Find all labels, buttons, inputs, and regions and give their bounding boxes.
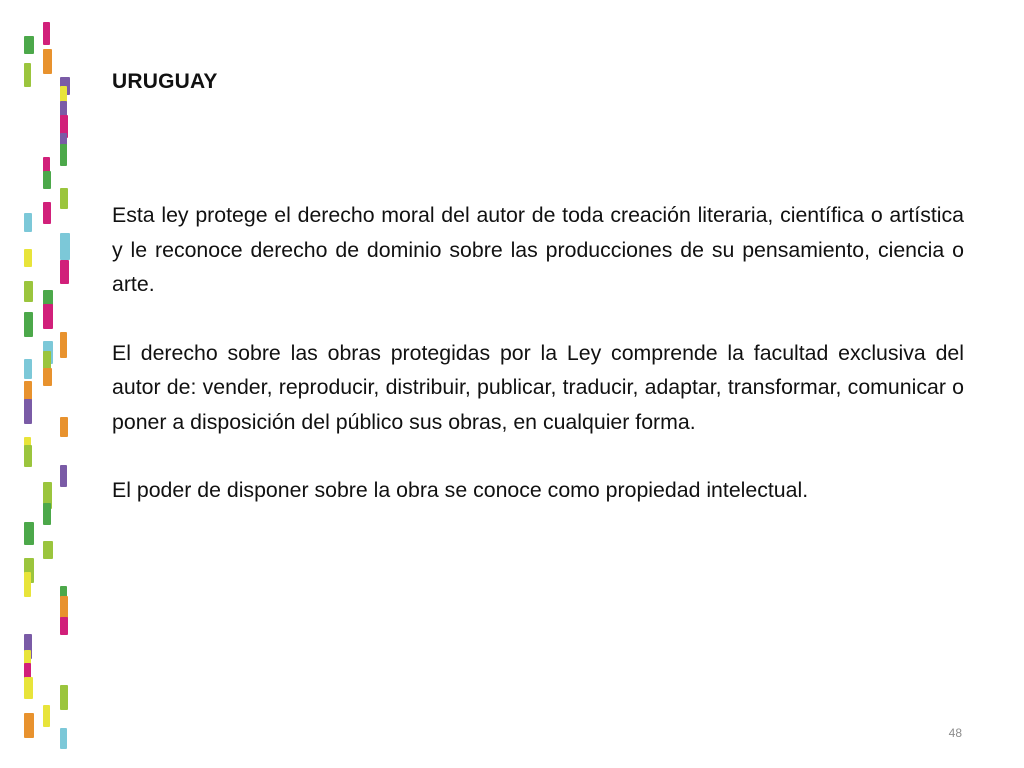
decorative-tile [43,304,53,329]
decorative-tile [24,63,31,87]
decorative-tile [60,260,69,284]
decorative-tile [43,49,52,74]
decorative-tile [24,312,33,337]
decorative-tile [24,281,33,302]
decorative-tile [60,596,68,619]
decorative-tile [24,359,32,379]
decorative-tile-strip [22,22,74,742]
decorative-tile [60,417,68,437]
decorative-tile [24,713,34,738]
decorative-tile [43,171,51,189]
body-paragraph: El derecho sobre las obras protegidas por la Ley comprende la facultad exclusiva del autor de: vender, reproducir, distribuir, publicar, traducir, adaptar, transformar, comunicar o poner a disposición del público sus obras, en cualquier forma. [112,340,964,434]
decorative-tile [43,351,51,369]
decorative-tile [24,36,34,54]
decorative-tile [43,368,52,386]
decorative-tile [24,399,32,424]
decorative-tile [24,522,34,545]
decorative-tile [60,144,67,166]
slide-title: URUGUAY [112,70,218,93]
decorative-tile [24,249,32,267]
decorative-tile [60,233,70,260]
decorative-tile [60,188,68,209]
decorative-tile [24,572,31,597]
decorative-tile [60,465,67,487]
decorative-tile [43,705,50,727]
decorative-tile [43,503,51,525]
decorative-tile [60,617,68,635]
body-paragraph: Esta ley protege el derecho moral del autor de toda creación literaria, científica o artística y le reconoce derecho de dominio sobre las producciones de su pensamiento, ciencia o arte. [112,203,964,296]
decorative-tile [24,213,32,232]
decorative-tile [24,445,32,467]
page-number: 48 [948,726,962,740]
decorative-tile [60,728,67,749]
decorative-tile [24,677,33,699]
slide-body [112,198,964,508]
decorative-tile [60,332,67,358]
decorative-tile [43,541,53,559]
decorative-tile [43,202,51,224]
body-paragraph: El poder de disponer sobre la obra se conoce como propiedad intelectual. [112,478,809,502]
decorative-tile [43,22,50,45]
decorative-tile [60,685,68,710]
